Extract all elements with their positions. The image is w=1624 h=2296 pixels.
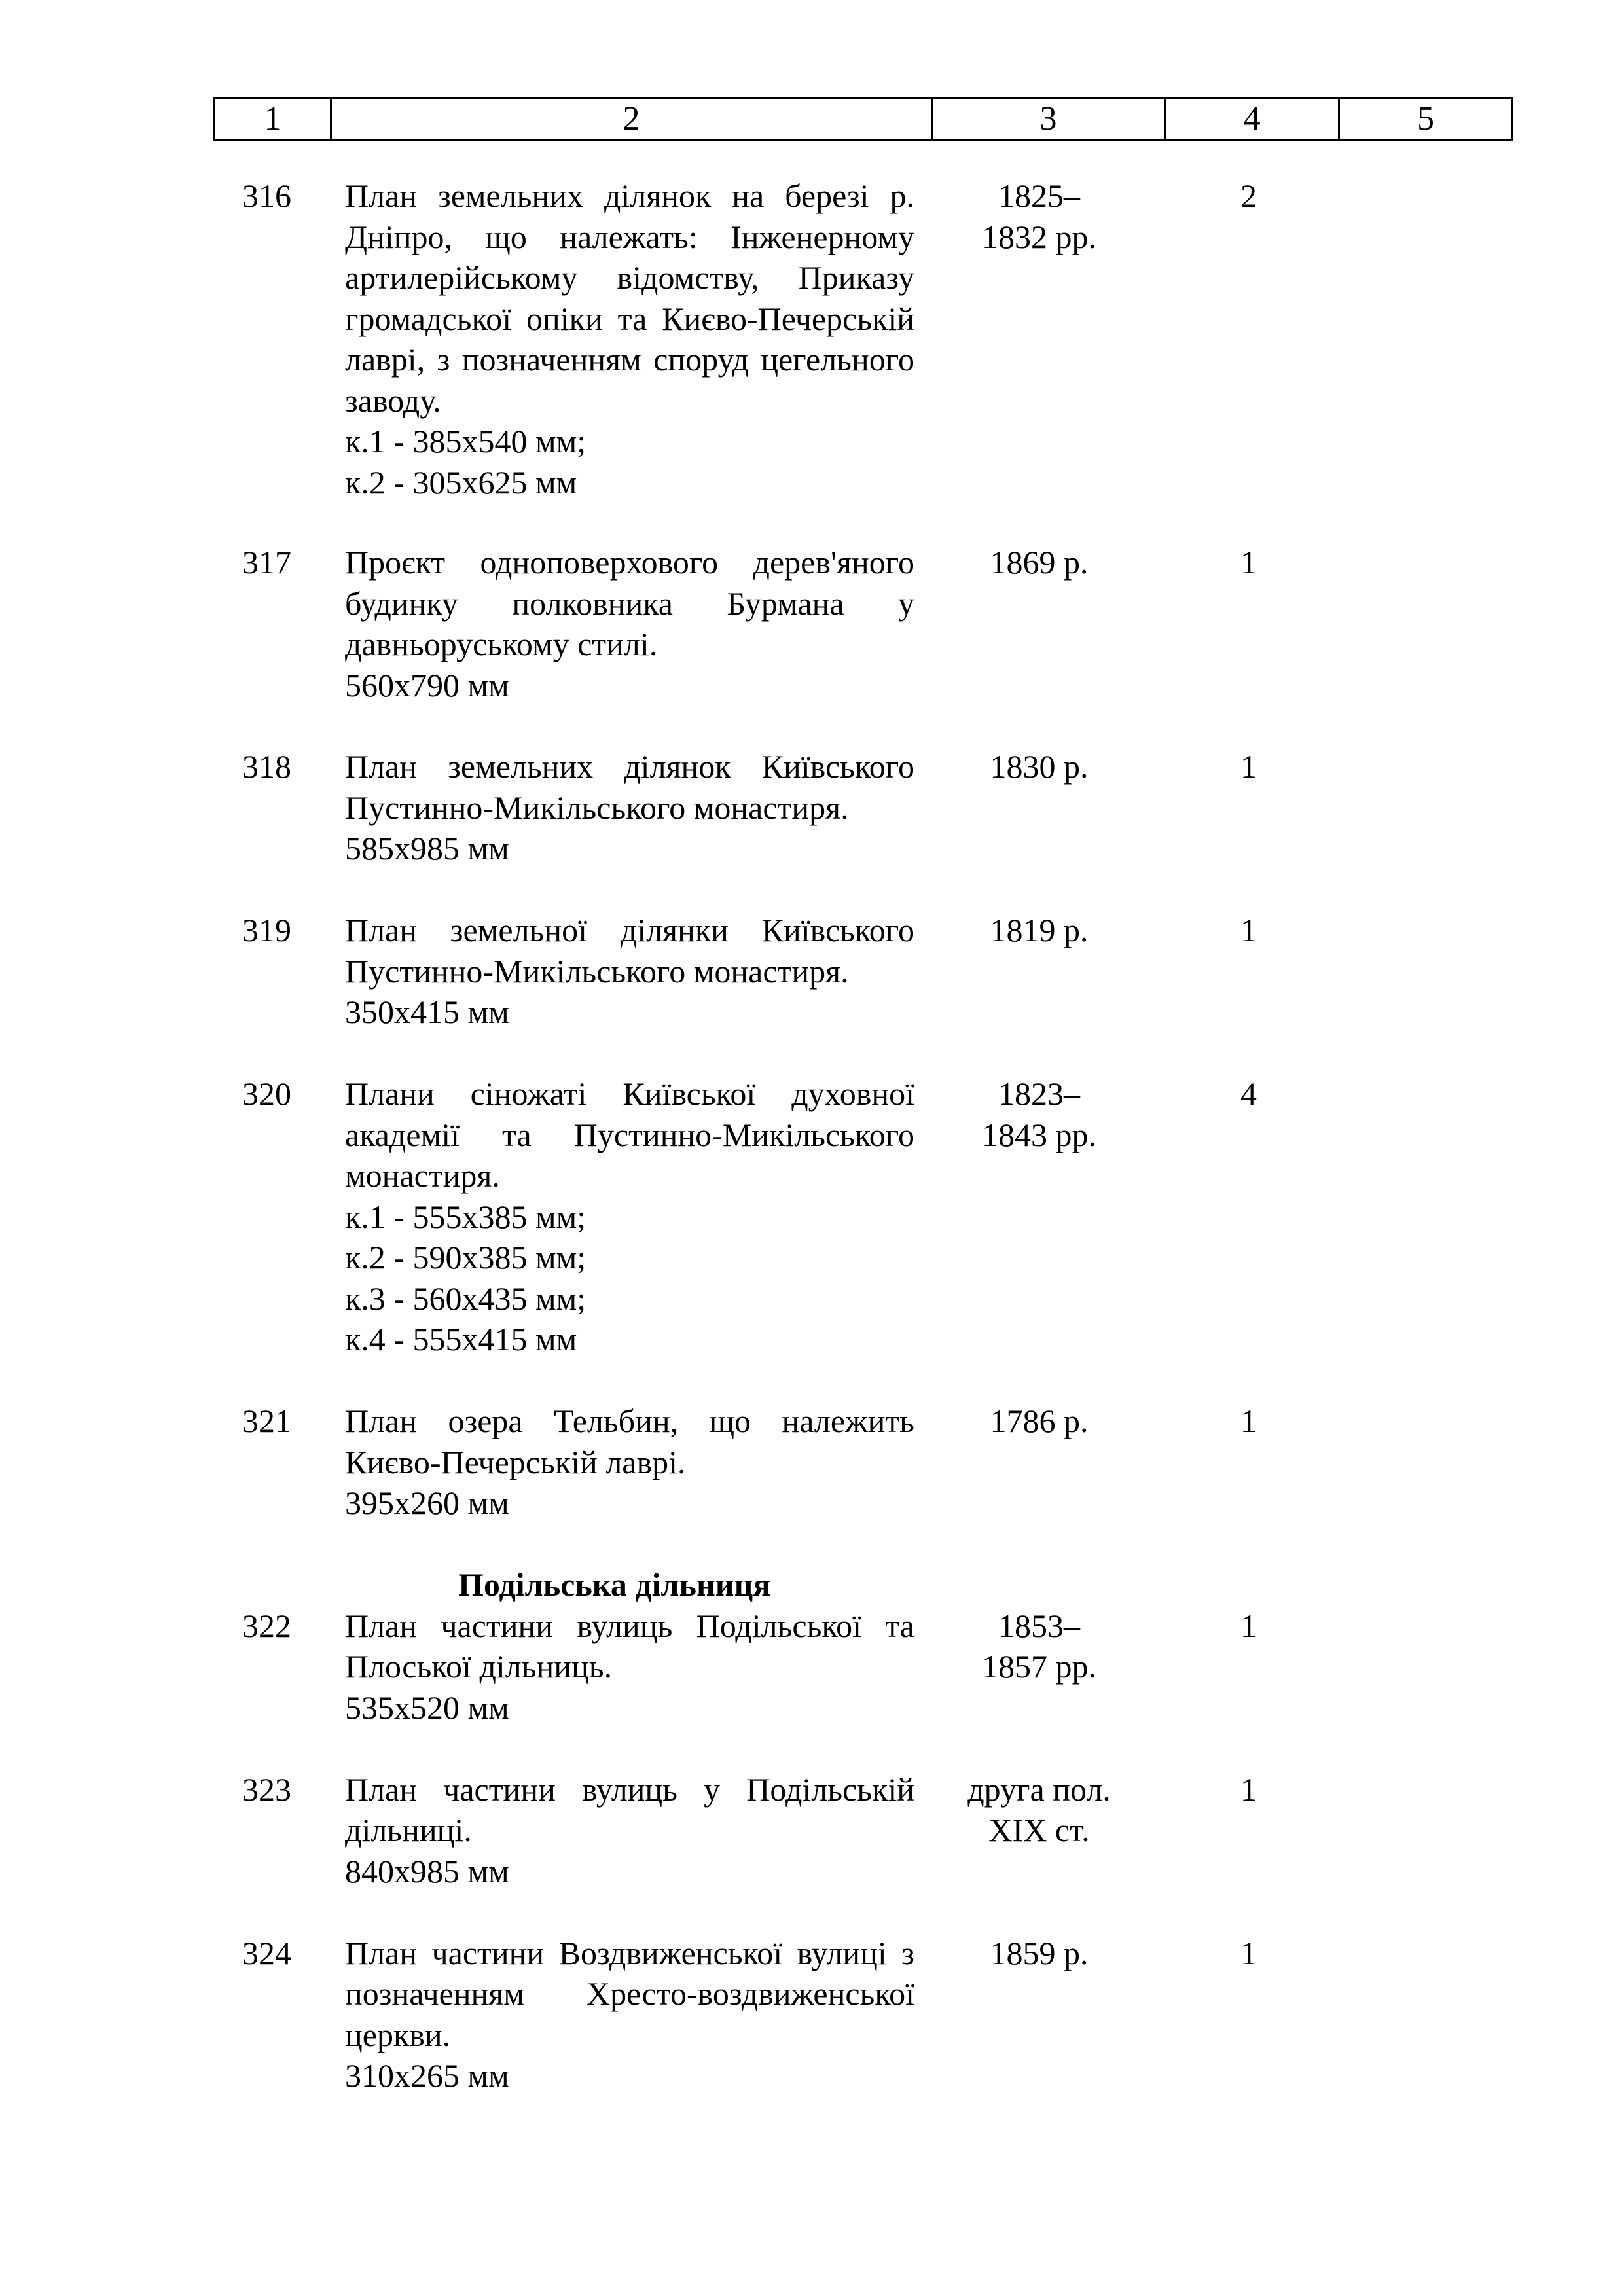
catalog-entry bbox=[0, 1401, 1624, 1564]
catalog-entry bbox=[0, 175, 1624, 542]
entry-count: 4 bbox=[1240, 1075, 1257, 1112]
entry-dimensions: к.3 - 560х435 мм; bbox=[345, 1280, 586, 1317]
entry-count: 1 bbox=[1240, 912, 1257, 948]
column-header-1: 1 bbox=[215, 98, 331, 141]
entry-description: План частини Воздвиженської вулиці з позначенням Хресто-воздвиженської церкви. bbox=[345, 1934, 914, 2053]
entry-description-cell bbox=[345, 910, 914, 1033]
column-header-2: 2 bbox=[331, 98, 932, 141]
catalog-entry bbox=[0, 1605, 1624, 1769]
entry-description: План частини вулиць у Подільській дільниці. bbox=[345, 1770, 914, 1848]
entry-date bbox=[923, 542, 1155, 583]
entry-date-line: 1832 рр. bbox=[982, 218, 1096, 255]
entry-description: План земельних ділянок Київського Пустинно-Микільського монастиря. bbox=[345, 748, 914, 826]
entry-description: Проєкт одноповерхового дерев'яного будинку полковника Бурмана у давньоруському стилі. bbox=[345, 544, 914, 662]
entry-date-line: 1859 р. bbox=[990, 1934, 1089, 1971]
entry-date-line: 1853– bbox=[998, 1607, 1080, 1644]
entry-dimensions: 395х260 мм bbox=[345, 1484, 509, 1521]
entry-date bbox=[923, 1401, 1155, 1442]
entry-date-line: 1857 рр. bbox=[982, 1648, 1096, 1685]
entry-count: 2 bbox=[1240, 177, 1257, 214]
entry-date bbox=[923, 175, 1155, 257]
column-header-3: 3 bbox=[932, 98, 1165, 141]
entry-count: 1 bbox=[1240, 1770, 1257, 1808]
entry-number: 324 bbox=[242, 1934, 291, 1971]
entry-date-line: друга пол. bbox=[967, 1770, 1111, 1808]
entry-date-line: 1819 р. bbox=[990, 912, 1089, 948]
entry-dimensions: 560х790 мм bbox=[345, 666, 509, 704]
entry-number: 322 bbox=[242, 1607, 291, 1644]
entry-date-line: 1830 р. bbox=[990, 748, 1089, 785]
entry-number: 316 bbox=[242, 177, 291, 214]
catalog-entry bbox=[0, 1769, 1624, 1933]
entry-number: 321 bbox=[242, 1403, 291, 1439]
catalog-entry bbox=[0, 1073, 1624, 1401]
catalog-entry bbox=[0, 746, 1624, 910]
entry-number: 317 bbox=[242, 544, 291, 581]
entry-count: 1 bbox=[1240, 544, 1257, 581]
entry-description-cell bbox=[345, 1605, 914, 1729]
entry-description: Плани сіножаті Київської духовної академії та Пустинно-Микільського монастиря. bbox=[345, 1075, 914, 1194]
column-header-5: 5 bbox=[1339, 98, 1513, 141]
entry-dimensions: к.2 - 305х625 мм bbox=[345, 463, 577, 501]
entry-count: 1 bbox=[1240, 1934, 1257, 1971]
column-header-4: 4 bbox=[1165, 98, 1339, 141]
entry-date bbox=[923, 1605, 1155, 1687]
entry-date-line: ХІХ ст. bbox=[988, 1812, 1090, 1848]
entry-dimensions: 535х520 мм bbox=[345, 1689, 509, 1726]
entry-description: План земельних ділянок на березі р. Дніпро, що належать: Інженерному артилерійському відомству, Приказу громадської опіки та Києво-Печерській лаврі, з позначенням споруд цегельного заводу. bbox=[345, 177, 914, 419]
entry-date-line: 1869 р. bbox=[990, 544, 1089, 581]
entry-date bbox=[923, 1933, 1155, 1974]
entry-description-cell bbox=[345, 542, 914, 706]
entry-date-line: 1823– bbox=[998, 1075, 1080, 1112]
entry-number: 320 bbox=[242, 1075, 291, 1112]
entry-description-cell bbox=[345, 1769, 914, 1892]
entry-date bbox=[923, 910, 1155, 951]
entry-count: 1 bbox=[1240, 1607, 1257, 1644]
entry-description-cell bbox=[345, 1933, 914, 2096]
entry-dimensions: 310х265 мм bbox=[345, 2057, 509, 2094]
entry-description: План частини вулиць Подільської та Плоської дільниць. bbox=[345, 1607, 914, 1685]
catalog-entry bbox=[0, 542, 1624, 746]
entry-date-line: 1786 р. bbox=[990, 1403, 1089, 1439]
entry-description-cell bbox=[345, 1401, 914, 1524]
entry-dimensions: 840х985 мм bbox=[345, 1852, 509, 1890]
entry-date-line: 1825– bbox=[998, 177, 1080, 214]
entry-number: 319 bbox=[242, 912, 291, 948]
entry-description: План земельної ділянки Київського Пустинно-Микільського монастиря. bbox=[345, 912, 914, 990]
entry-number: 318 bbox=[242, 748, 291, 785]
entry-dimensions: к.1 - 385х540 мм; bbox=[345, 423, 586, 459]
entry-dimensions: к.4 - 555х415 мм bbox=[345, 1321, 577, 1357]
column-header-row bbox=[215, 98, 1513, 141]
entry-date bbox=[923, 1073, 1155, 1155]
entry-number: 323 bbox=[242, 1770, 291, 1808]
entry-description: План озера Тельбин, що належить Києво-Печерській лаврі. bbox=[345, 1403, 914, 1480]
catalog-entry bbox=[0, 910, 1624, 1073]
entry-dimensions: 585х985 мм bbox=[345, 830, 509, 867]
entry-date bbox=[923, 746, 1155, 787]
section-heading: Подільська дільниця bbox=[458, 1566, 771, 1603]
entry-count: 1 bbox=[1240, 1403, 1257, 1439]
entry-date bbox=[923, 1769, 1155, 1851]
entry-count: 1 bbox=[1240, 748, 1257, 785]
entry-date-line: 1843 рр. bbox=[982, 1116, 1096, 1153]
entry-description-cell bbox=[345, 175, 914, 503]
column-header-table bbox=[213, 97, 1513, 141]
catalog-entry bbox=[0, 1933, 1624, 2096]
entry-dimensions: к.2 - 590х385 мм; bbox=[345, 1239, 586, 1276]
entry-description-cell bbox=[345, 746, 914, 869]
catalog-entries bbox=[0, 175, 1624, 2096]
entry-description-cell bbox=[345, 1073, 914, 1360]
entry-dimensions: 350х415 мм bbox=[345, 994, 509, 1030]
entry-dimensions: к.1 - 555х385 мм; bbox=[345, 1198, 586, 1235]
